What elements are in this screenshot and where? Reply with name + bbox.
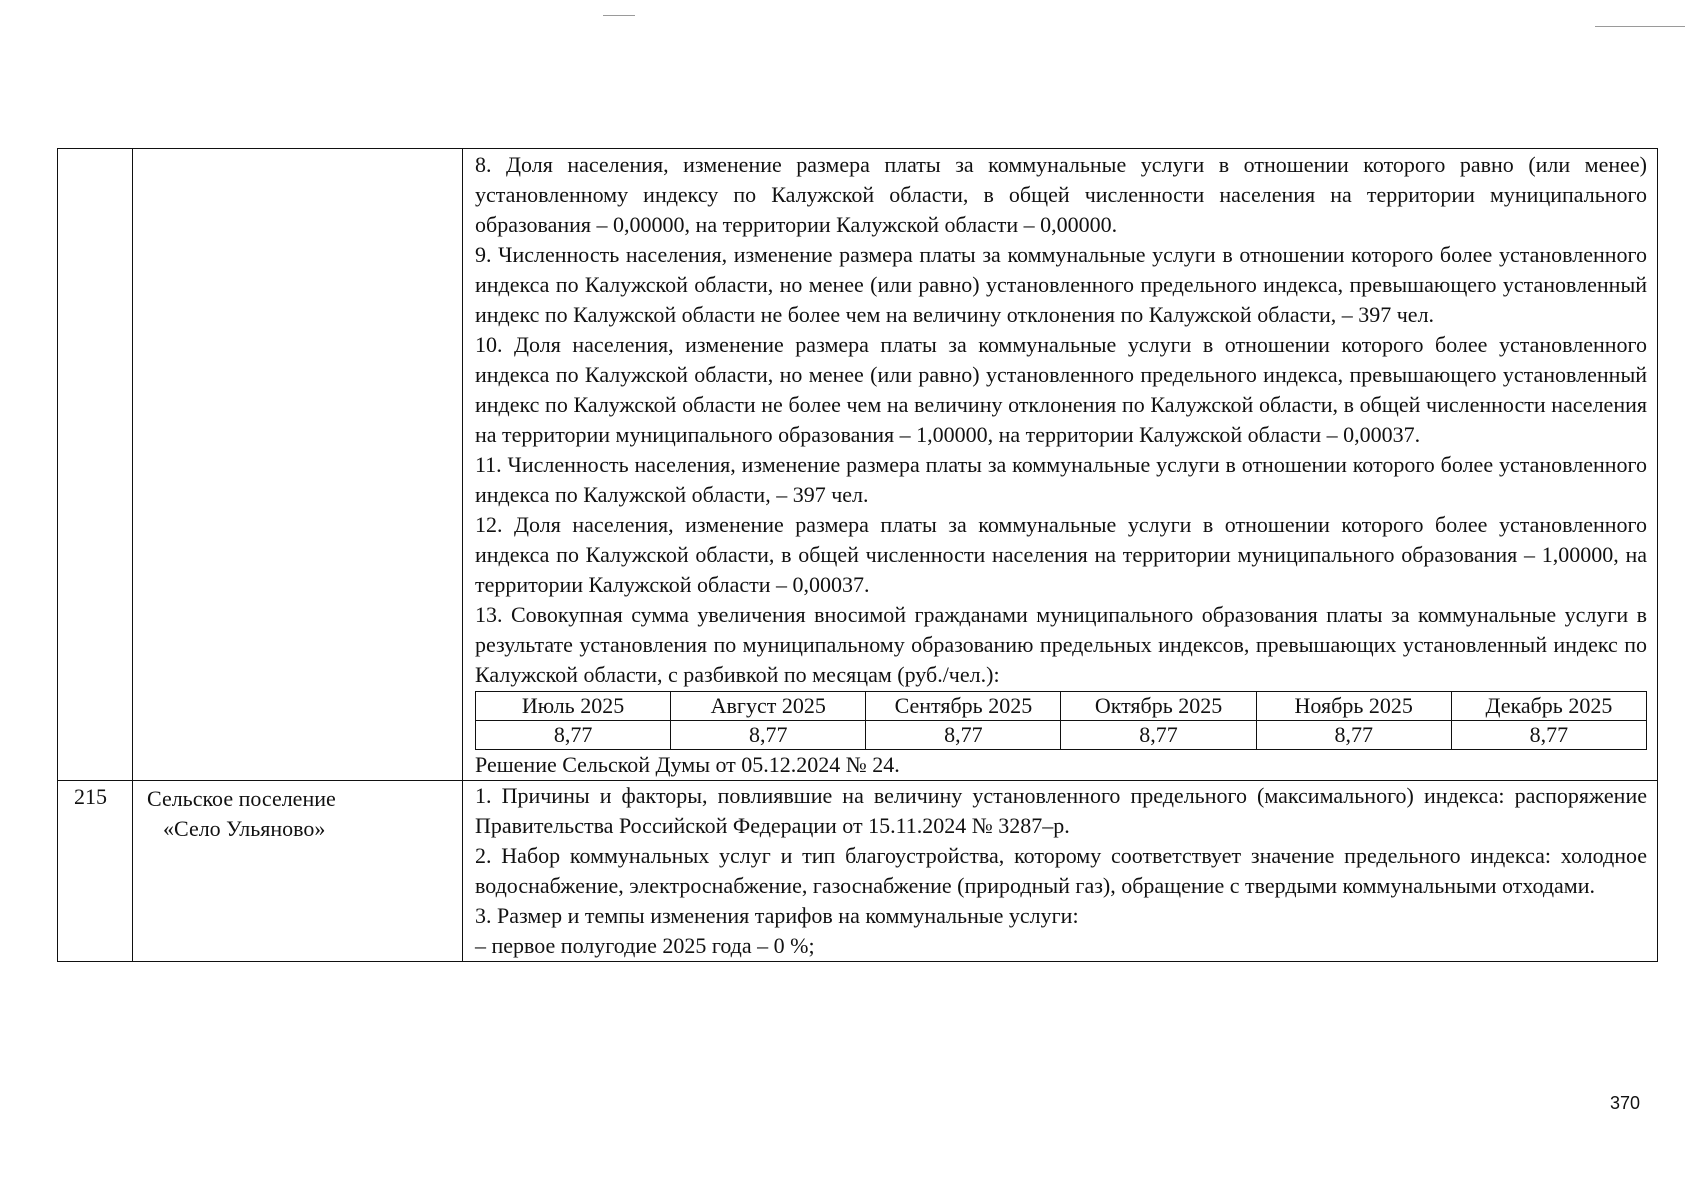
row-number <box>58 149 133 781</box>
month-value: 8,77 <box>1451 721 1646 750</box>
month-header: Октябрь 2025 <box>1061 692 1256 721</box>
month-header: Ноябрь 2025 <box>1256 692 1451 721</box>
month-header: Июль 2025 <box>476 692 671 721</box>
months-header-row <box>476 692 1647 721</box>
month-value: 8,77 <box>476 721 671 750</box>
table-row <box>58 149 1658 781</box>
paragraph-3: 3. Размер и темпы изменения тарифов на коммунальные услуги: <box>475 903 1079 928</box>
municipality-name-line-1: Сельское поселение <box>147 786 336 811</box>
paragraph-3-item: – первое полугодие 2025 года – 0 %; <box>475 933 815 958</box>
municipality-name <box>133 149 463 781</box>
paragraph-8: 8. Доля населения, изменение размера платы за коммунальные услуги в отношении которого равно (или менее) установленному индексу по Калужской области, в общей численности населения на территории муниципального образования – 0,00000, на территории Калужской области – 0,00000. <box>475 152 1647 237</box>
municipality-name <box>133 781 463 962</box>
page-number: 370 <box>1610 1093 1641 1113</box>
month-value: 8,77 <box>866 721 1061 750</box>
paragraph-9: 9. Численность населения, изменение размера платы за коммунальные услуги в отношении которого более установленного индекса по Калужской области, но менее (или равно) установленного предельного индекса, превышающего установленный индекс по Калужской области не более чем на величину отклонения по Калужской области, – 397 чел. <box>475 242 1647 327</box>
month-value: 8,77 <box>671 721 866 750</box>
month-header: Август 2025 <box>671 692 866 721</box>
paragraph-2: 2. Набор коммунальных услуг и тип благоустройства, которому соответствует значение предельного индекса: холодное водоснабжение, электроснабжение, газоснабжение (природный газ), обращение с твердыми коммунальными отходами. <box>475 843 1647 898</box>
row-content <box>463 781 1658 962</box>
monthly-increase-table <box>475 691 1647 750</box>
scan-artifact-top <box>603 15 635 16</box>
municipality-name-line-2: «Село Ульяново» <box>163 816 326 841</box>
paragraph-11: 11. Численность населения, изменение размера платы за коммунальные услуги в отношении которого более установленного индекса по Калужской области, – 397 чел. <box>475 452 1647 507</box>
month-header: Декабрь 2025 <box>1451 692 1646 721</box>
month-header: Сентябрь 2025 <box>866 692 1061 721</box>
row-content <box>463 149 1658 781</box>
month-value: 8,77 <box>1256 721 1451 750</box>
decision-reference: Решение Сельской Думы от 05.12.2024 № 24. <box>475 752 900 777</box>
row-number: 215 <box>58 781 133 962</box>
month-value: 8,77 <box>1061 721 1256 750</box>
scan-artifact-right <box>1595 26 1685 27</box>
months-value-row <box>476 721 1647 750</box>
paragraph-1: 1. Причины и факторы, повлиявшие на величину установленного предельного (максимального) индекса: распоряжение Правительства Российской Федерации от 15.11.2024 № 3287–р. <box>475 783 1647 838</box>
indices-table <box>57 148 1658 962</box>
paragraph-13: 13. Совокупная сумма увеличения вносимой гражданами муниципального образования платы за коммунальные услуги в результате установления по муниципальному образованию предельных индексов, превышающих установленный индекс по Калужской области, с разбивкой по месяцам (руб./чел.): <box>475 602 1647 687</box>
table-row <box>58 781 1658 962</box>
paragraph-12: 12. Доля населения, изменение размера платы за коммунальные услуги в отношении которого более установленного индекса по Калужской области, в общей численности населения на территории муниципального образования – 1,00000, на территории Калужской области – 0,00037. <box>475 512 1647 597</box>
paragraph-10: 10. Доля населения, изменение размера платы за коммунальные услуги в отношении которого более установленного индекса по Калужской области, но менее (или равно) установленного предельного индекса, превышающего установленный индекс по Калужской области не более чем на величину отклонения по Калужской области, в общей численности населения на территории муниципального образования – 1,00000, на территории Калужской области – 0,00037. <box>475 332 1647 447</box>
